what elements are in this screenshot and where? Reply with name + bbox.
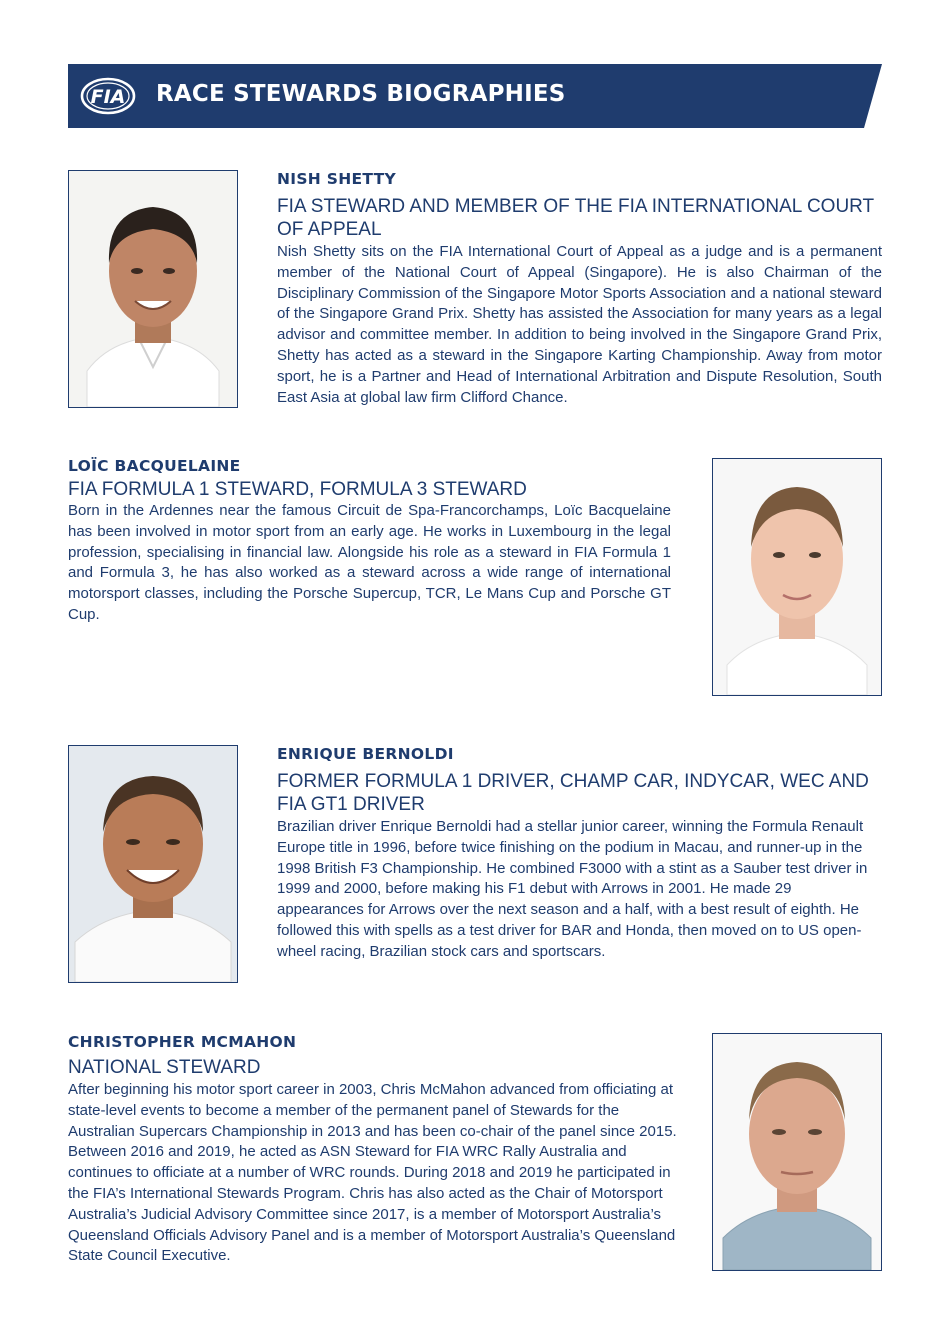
steward-role: FIA FORMULA 1 STEWARD, FORMULA 3 STEWARD [68, 479, 527, 500]
logo-text: FIA [90, 86, 126, 108]
bio-loic-bacquelaine [68, 457, 671, 626]
portrait-loic-bacquelaine [712, 458, 882, 696]
steward-name: CHRISTOPHER MCMAHON [68, 1033, 297, 1051]
steward-role: FIA STEWARD AND MEMBER OF THE FIA INTERNATIONAL COURT OF APPEAL [277, 196, 874, 240]
steward-name: NISH SHETTY [277, 170, 397, 188]
steward-role: FORMER FORMULA 1 DRIVER, CHAMP CAR, INDYCAR, WEC AND FIA GT1 DRIVER [277, 771, 869, 815]
bio-christopher-mcmahon [68, 1033, 678, 1267]
steward-role: NATIONAL STEWARD [68, 1057, 261, 1078]
steward-name: LOÏC BACQUELAINE [68, 457, 241, 475]
steward-bio: After beginning his motor sport career in 2003, Chris McMahon advanced from officiating at state-level events to become a member of the permanent panel of Stewards for the Australian Supercars Championship in 2013 and has been co-chair of the panel since 2015. Between 2016 and 2019, he acted as ASN Steward for FIA WRC Rally Australia and continues to officiate at a number of WRC rounds. During 2018 and 2019 he participated in the FIA’s International Stewards Program. Chris has also acted as the Chair of Motorsport Australia’s Judicial Advisory Committee since 2017, is a member of Motorsport Australia’s Queensland Officials Advisory Panel and is a member of Motorsport Australia’s Queensland State Council Executive. [68, 1081, 677, 1265]
steward-bio: Nish Shetty sits on the FIA International Court of Appeal as a judge and is a permanent member of the National Court of Appeal (Singapore). He is also Chairman of the Disciplinary Commission of the Singapore Motor Sports Association and a national steward of the Singapore Grand Prix. Shetty has assisted the Association for many years as a legal advisor and committee member. In addition to being involved in the Singapore Grand Prix, Shetty has acted as a steward in the Singapore Karting Championship. Away from motor sport, he is a Partner and Head of International Arbitration and Dispute Resolution, South East Asia at global law firm Clifford Chance. [277, 243, 882, 406]
fia-logo [80, 77, 136, 115]
bio-nish-shetty [277, 170, 882, 408]
portrait-nish-shetty [68, 170, 238, 408]
steward-bio: Born in the Ardennes near the famous Circuit de Spa-Francorchamps, Loïc Bacquelaine has been involved in motor sport from an early age. He works in Luxembourg in the legal profession, specialising in financial law. Alongside his role as a steward in FIA Formula 1 and Formula 3, he has also worked as a steward across a wide range of international motorsport classes, including the Porsche Supercup, TCR, Le Mans Cup and Porsche GT Cup. [68, 502, 671, 623]
page-title: RACE STEWARDS BIOGRAPHIES [156, 81, 566, 107]
steward-bio: Brazilian driver Enrique Bernoldi had a stellar junior career, winning the Formula Renault Europe title in 1996, before twice finishing on the podium in Macau, and runner-up in the 1998 British F3 Championship. He combined F3000 with a stint as a Sauber test driver in 1999 and 2000, before making his F1 debut with Arrows in 2001. He made 29 appearances for Arrows over the next season and a half, with a best result of eighth. He followed this with spells as a test driver for BAR and Honda, then moved on to US open-wheel racing, Brazilian stock cars and sportscars. [277, 818, 868, 960]
header-banner [68, 64, 882, 128]
bio-enrique-bernoldi [277, 745, 873, 963]
portrait-christopher-mcmahon [712, 1033, 882, 1271]
portrait-enrique-bernoldi [68, 745, 238, 983]
steward-name: ENRIQUE BERNOLDI [277, 745, 454, 763]
